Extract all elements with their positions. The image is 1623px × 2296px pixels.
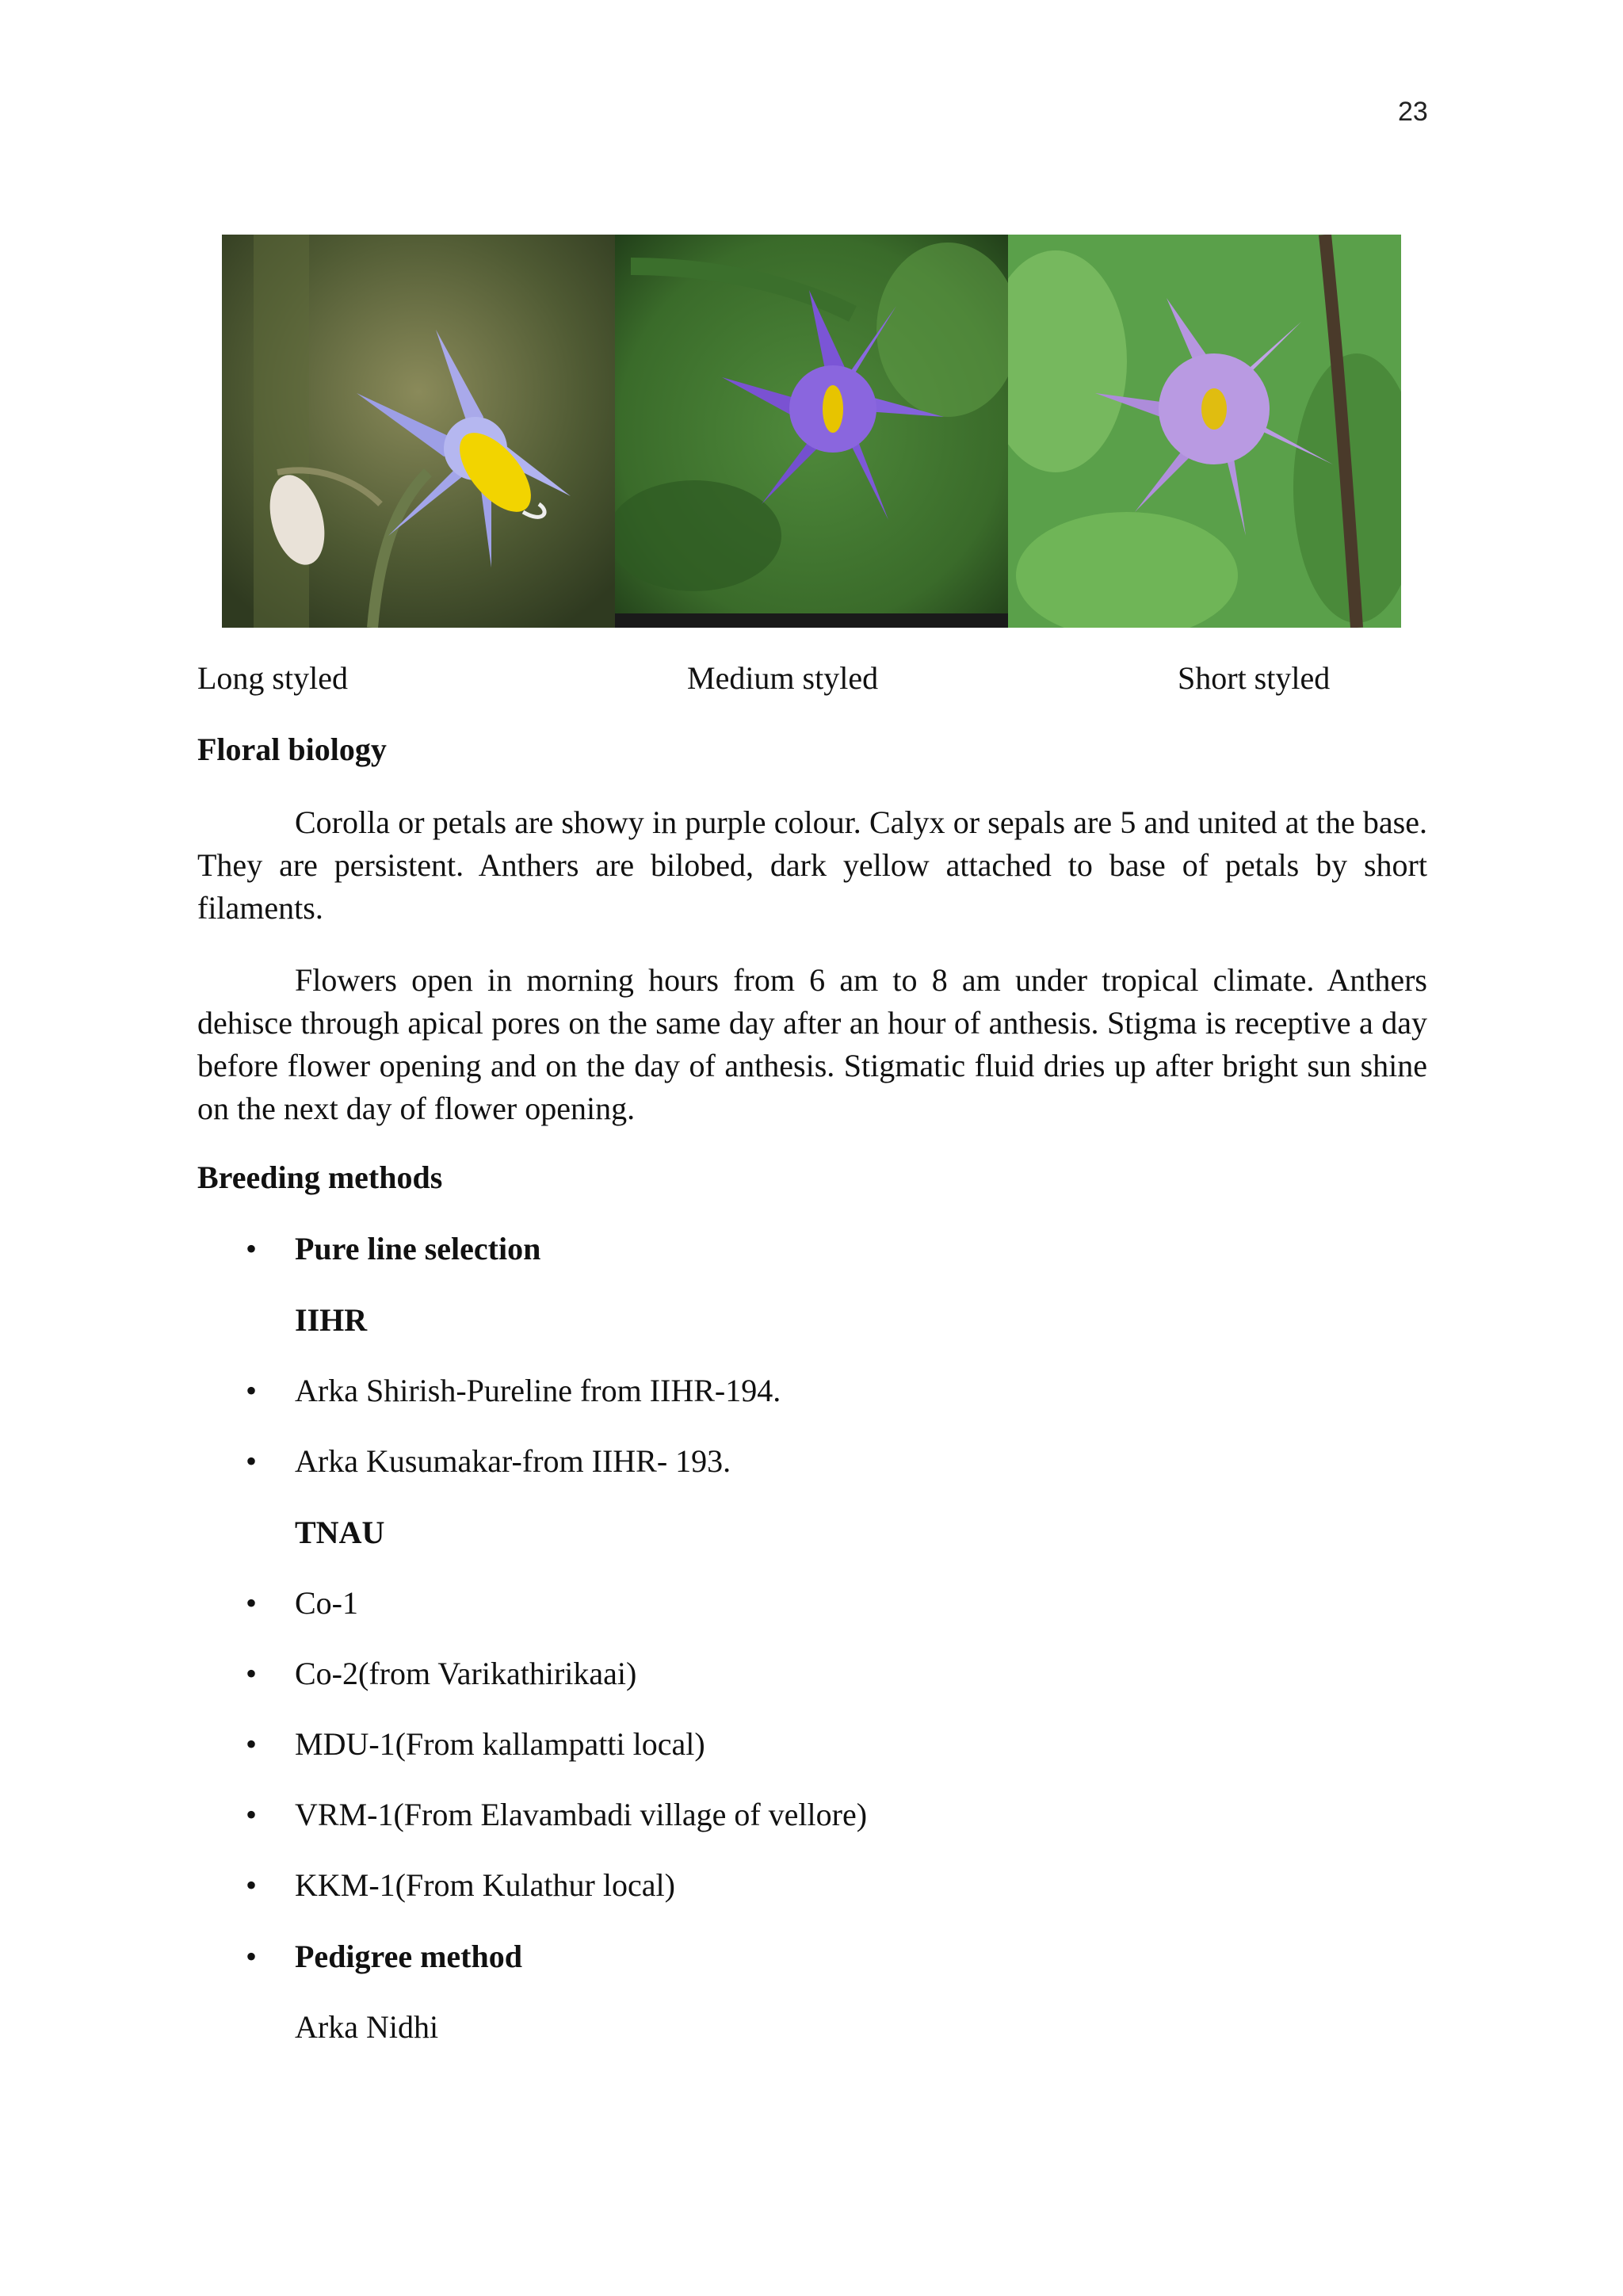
list-item: [246, 1230, 540, 1267]
list-item-text: Co-2(from Varikathirikaai): [295, 1656, 637, 1691]
medium-styled-flower-photo: [615, 235, 1008, 628]
caption-medium-styled: Medium styled: [687, 660, 879, 696]
list-item-text: VRM-1(From Elavambadi village of vellore): [295, 1797, 868, 1832]
list-item: [246, 1938, 522, 1975]
flower-figure: [222, 235, 1401, 628]
bullet-icon: •: [246, 1443, 258, 1479]
caption-short-styled: Short styled: [1178, 660, 1331, 696]
caption-long-styled: Long styled: [197, 660, 348, 696]
list-item-text: KKM-1(From Kulathur local): [295, 1867, 675, 1903]
bullet-icon: •: [246, 1373, 258, 1408]
list-item: [246, 1866, 675, 1904]
bullet-icon: •: [246, 1585, 258, 1621]
short-styled-flower-photo: [1008, 235, 1401, 628]
tnau-label: TNAU: [295, 1515, 385, 1550]
bullet-icon: •: [246, 1939, 258, 1974]
list-item-text: Arka Kusumakar-from IIHR- 193.: [295, 1443, 731, 1479]
bullet-icon: •: [246, 1656, 258, 1691]
list-item: [246, 1725, 705, 1763]
list-item: [246, 1796, 867, 1833]
floral-biology-paragraph-1: Corolla or petals are showy in purple colour. Calyx or sepals are 5 and united at the base. They are persistent. Anthers are bilobed, dark yellow attached to base of petals by short filaments.: [197, 804, 1427, 926]
bullet-icon: •: [246, 1231, 258, 1266]
pedigree-method-title: Pedigree method: [295, 1939, 522, 1974]
pure-line-selection-title: Pure line selection: [295, 1231, 541, 1266]
floral-biology-heading: Floral biology: [197, 732, 387, 767]
pedigree-variety: Arka Nidhi: [295, 2009, 439, 2045]
bullet-icon: •: [246, 1726, 258, 1762]
page-number: 23: [1398, 97, 1428, 127]
list-item-text: Co-1: [295, 1585, 358, 1621]
list-item: [246, 1584, 358, 1622]
breeding-methods-heading: Breeding methods: [197, 1159, 443, 1195]
list-item-text: Arka Shirish-Pureline from IIHR-194.: [295, 1373, 781, 1408]
iihr-label: IIHR: [295, 1302, 368, 1338]
list-item: [246, 1442, 731, 1480]
long-styled-flower-photo: [222, 235, 615, 628]
floral-biology-paragraph-2: Flowers open in morning hours from 6 am to 8 am under tropical climate. Anthers dehisce through apical pores on the same day after an hour of anthesis. Stigma is receptive a day before flower opening and on the day of anthesis. Stigmatic fluid dries up after bright sun shine on the next day of flower opening.: [197, 962, 1427, 1126]
list-item: [246, 1372, 781, 1409]
list-item: [246, 1655, 636, 1692]
bullet-icon: •: [246, 1797, 258, 1832]
bullet-icon: •: [246, 1867, 258, 1903]
list-item-text: MDU-1(From kallampatti local): [295, 1726, 705, 1762]
